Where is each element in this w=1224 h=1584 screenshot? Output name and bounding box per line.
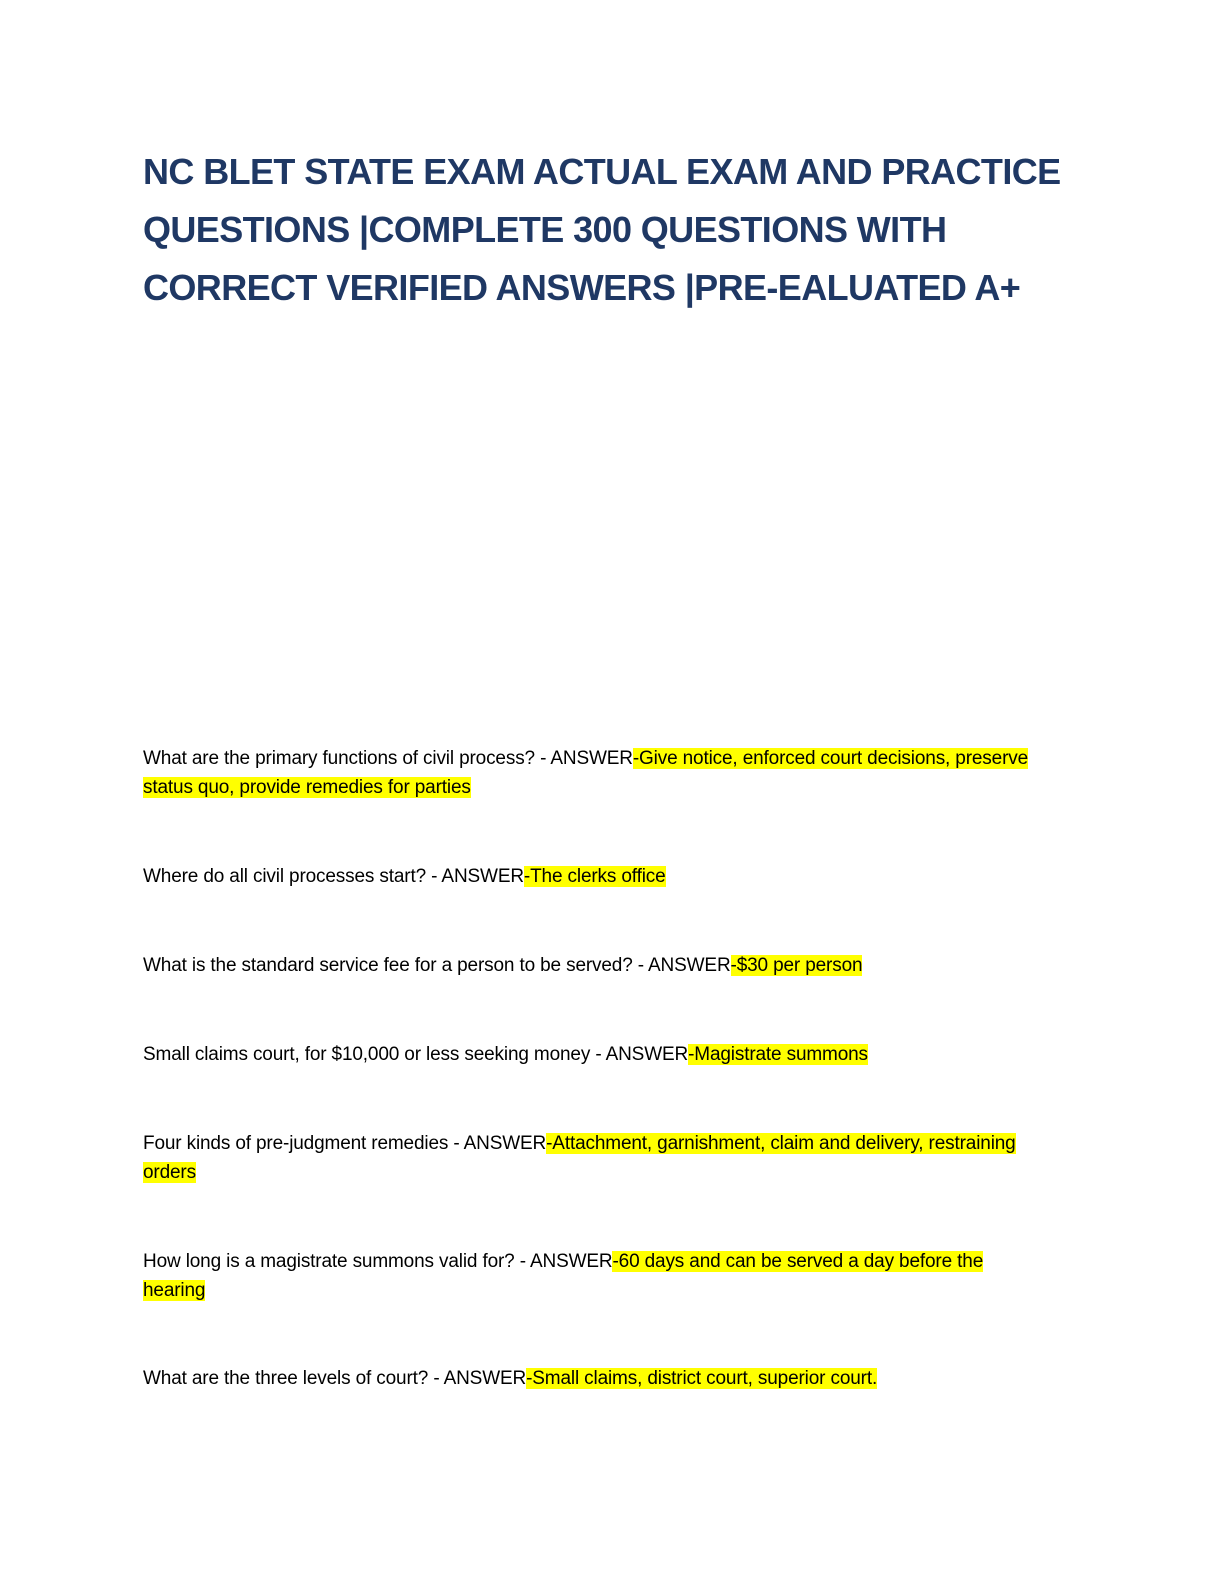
answer-text: -The clerks office bbox=[523, 866, 666, 887]
qa-item-4 bbox=[143, 1040, 1043, 1069]
answer-separator: - ANSWER bbox=[590, 1044, 689, 1065]
qa-item-3 bbox=[143, 951, 1043, 980]
question-text: What are the primary functions of civil process? bbox=[143, 748, 535, 769]
qa-item-6 bbox=[143, 1247, 1043, 1305]
answer-text: -60 days and can be served a day before the hearing bbox=[143, 1251, 984, 1301]
answer-separator: - ANSWER bbox=[426, 866, 524, 887]
question-text: How long is a magistrate summons valid for? bbox=[143, 1251, 515, 1272]
document-title: NC BLET STATE EXAM ACTUAL EXAM AND PRACTICE QUESTIONS |COMPLETE 300 QUESTIONS WITH CORRECT VERIFIED ANSWERS |PRE-EALUATED A+ bbox=[143, 151, 1061, 308]
qa-item-7 bbox=[143, 1364, 1043, 1393]
answer-separator: - ANSWER bbox=[534, 748, 633, 769]
answer-text: -Magistrate summons bbox=[688, 1044, 868, 1065]
answer-separator: - ANSWER bbox=[448, 1133, 547, 1154]
answer-text: -$30 per person bbox=[730, 955, 863, 976]
answer-separator: - ANSWER bbox=[514, 1251, 613, 1272]
answer-text: -Give notice, enforced court decisions, preserve status quo, provide remedies for parties bbox=[143, 748, 1029, 798]
answer-separator: - ANSWER bbox=[428, 1368, 527, 1389]
question-text: What are the three levels of court? bbox=[143, 1368, 429, 1389]
question-text: Where do all civil processes start? bbox=[143, 866, 427, 887]
question-text: What is the standard service fee for a person to be served? bbox=[143, 955, 633, 976]
question-text: Four kinds of pre-judgment remedies bbox=[143, 1133, 449, 1154]
answer-separator: - ANSWER bbox=[632, 955, 731, 976]
qa-item-2 bbox=[143, 862, 1043, 891]
qa-item-1 bbox=[143, 744, 1043, 802]
answer-text: -Attachment, garnishment, claim and delivery, restraining orders bbox=[143, 1133, 1016, 1183]
qa-item-5 bbox=[143, 1129, 1043, 1187]
answer-text: -Small claims, district court, superior court. bbox=[526, 1368, 878, 1389]
question-text: Small claims court, for $10,000 or less seeking money bbox=[143, 1044, 591, 1065]
